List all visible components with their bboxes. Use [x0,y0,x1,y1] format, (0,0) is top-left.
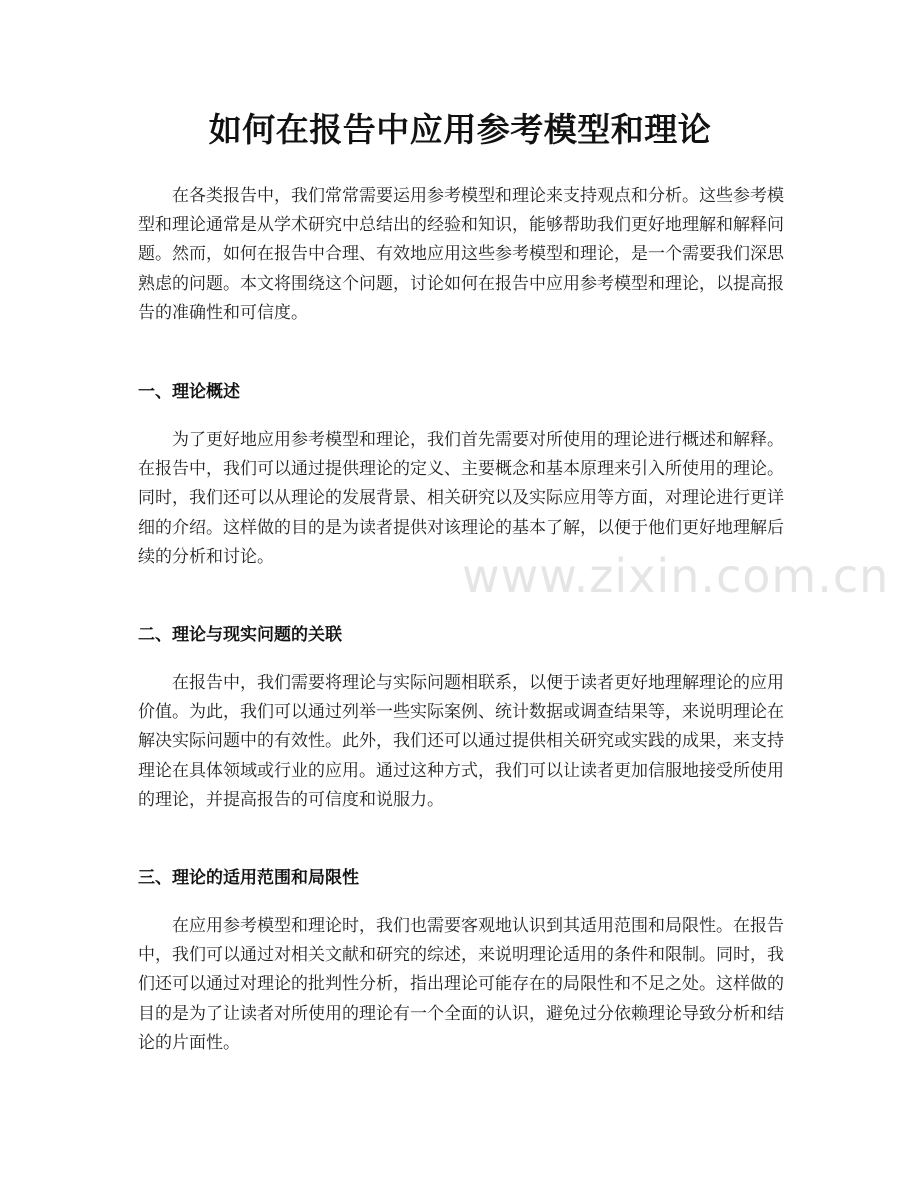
section-heading-2: 二、理论与现实问题的关联 [138,625,342,645]
intro-paragraph: 在各类报告中，我们常常需要运用参考模型和理论来支持观点和分析。这些参考模型和理论通常是从学术研究中总结出的经验和知识，能够帮助我们更好地理解和解释问题。然而，如何在报告中合理、有效地应用这些参考模型和理论，是一个需要我们深思熟虑的问题。本文将围绕这个问题，讨论如何在报告中应用参考模型和理论，以提高报告的准确性和可信度。 [138,186,784,323]
section-heading-1: 一、理论概述 [138,382,240,402]
section-body-2: 在报告中，我们需要将理论与实际问题相联系，以便于读者更好地理解理论的应用价值。为此，我们可以通过列举一些实际案例、统计数据或调查结果等，来说明理论在解决实际问题中的有效性。此外，我们还可以通过提供相关研究或实践的成果，来支持理论在具体领域或行业的应用。通过这种方式，我们可以让读者更加信服地接受所使用的理论，并提高报告的可信度和说服力。 [138,673,784,810]
section-heading-3: 三、理论的适用范围和局限性 [138,868,359,888]
page-title: 如何在报告中应用参考模型和理论 [208,110,712,149]
section-body-3: 在应用参考模型和理论时，我们也需要客观地认识到其适用范围和局限性。在报告中，我们可以通过对相关文献和研究的综述，来说明理论适用的条件和限制。同时，我们还可以通过对理论的批判性分析，指出理论可能存在的局限性和不足之处。这样做的目的是为了让读者对所使用的理论有一个全面的认识，避免过分依赖理论导致分析和结论的片面性。 [138,916,784,1053]
section-body-1: 为了更好地应用参考模型和理论，我们首先需要对所使用的理论进行概述和解释。在报告中，我们可以通过提供理论的定义、主要概念和基本原理来引入所使用的理论。同时，我们还可以从理论的发展背景、相关研究以及实际应用等方面，对理论进行更详细的介绍。这样做的目的是为读者提供对该理论的基本了解，以便于他们更好地理解后续的分析和讨论。 [138,430,784,567]
watermark: www.zixin.com.cn [462,549,890,603]
